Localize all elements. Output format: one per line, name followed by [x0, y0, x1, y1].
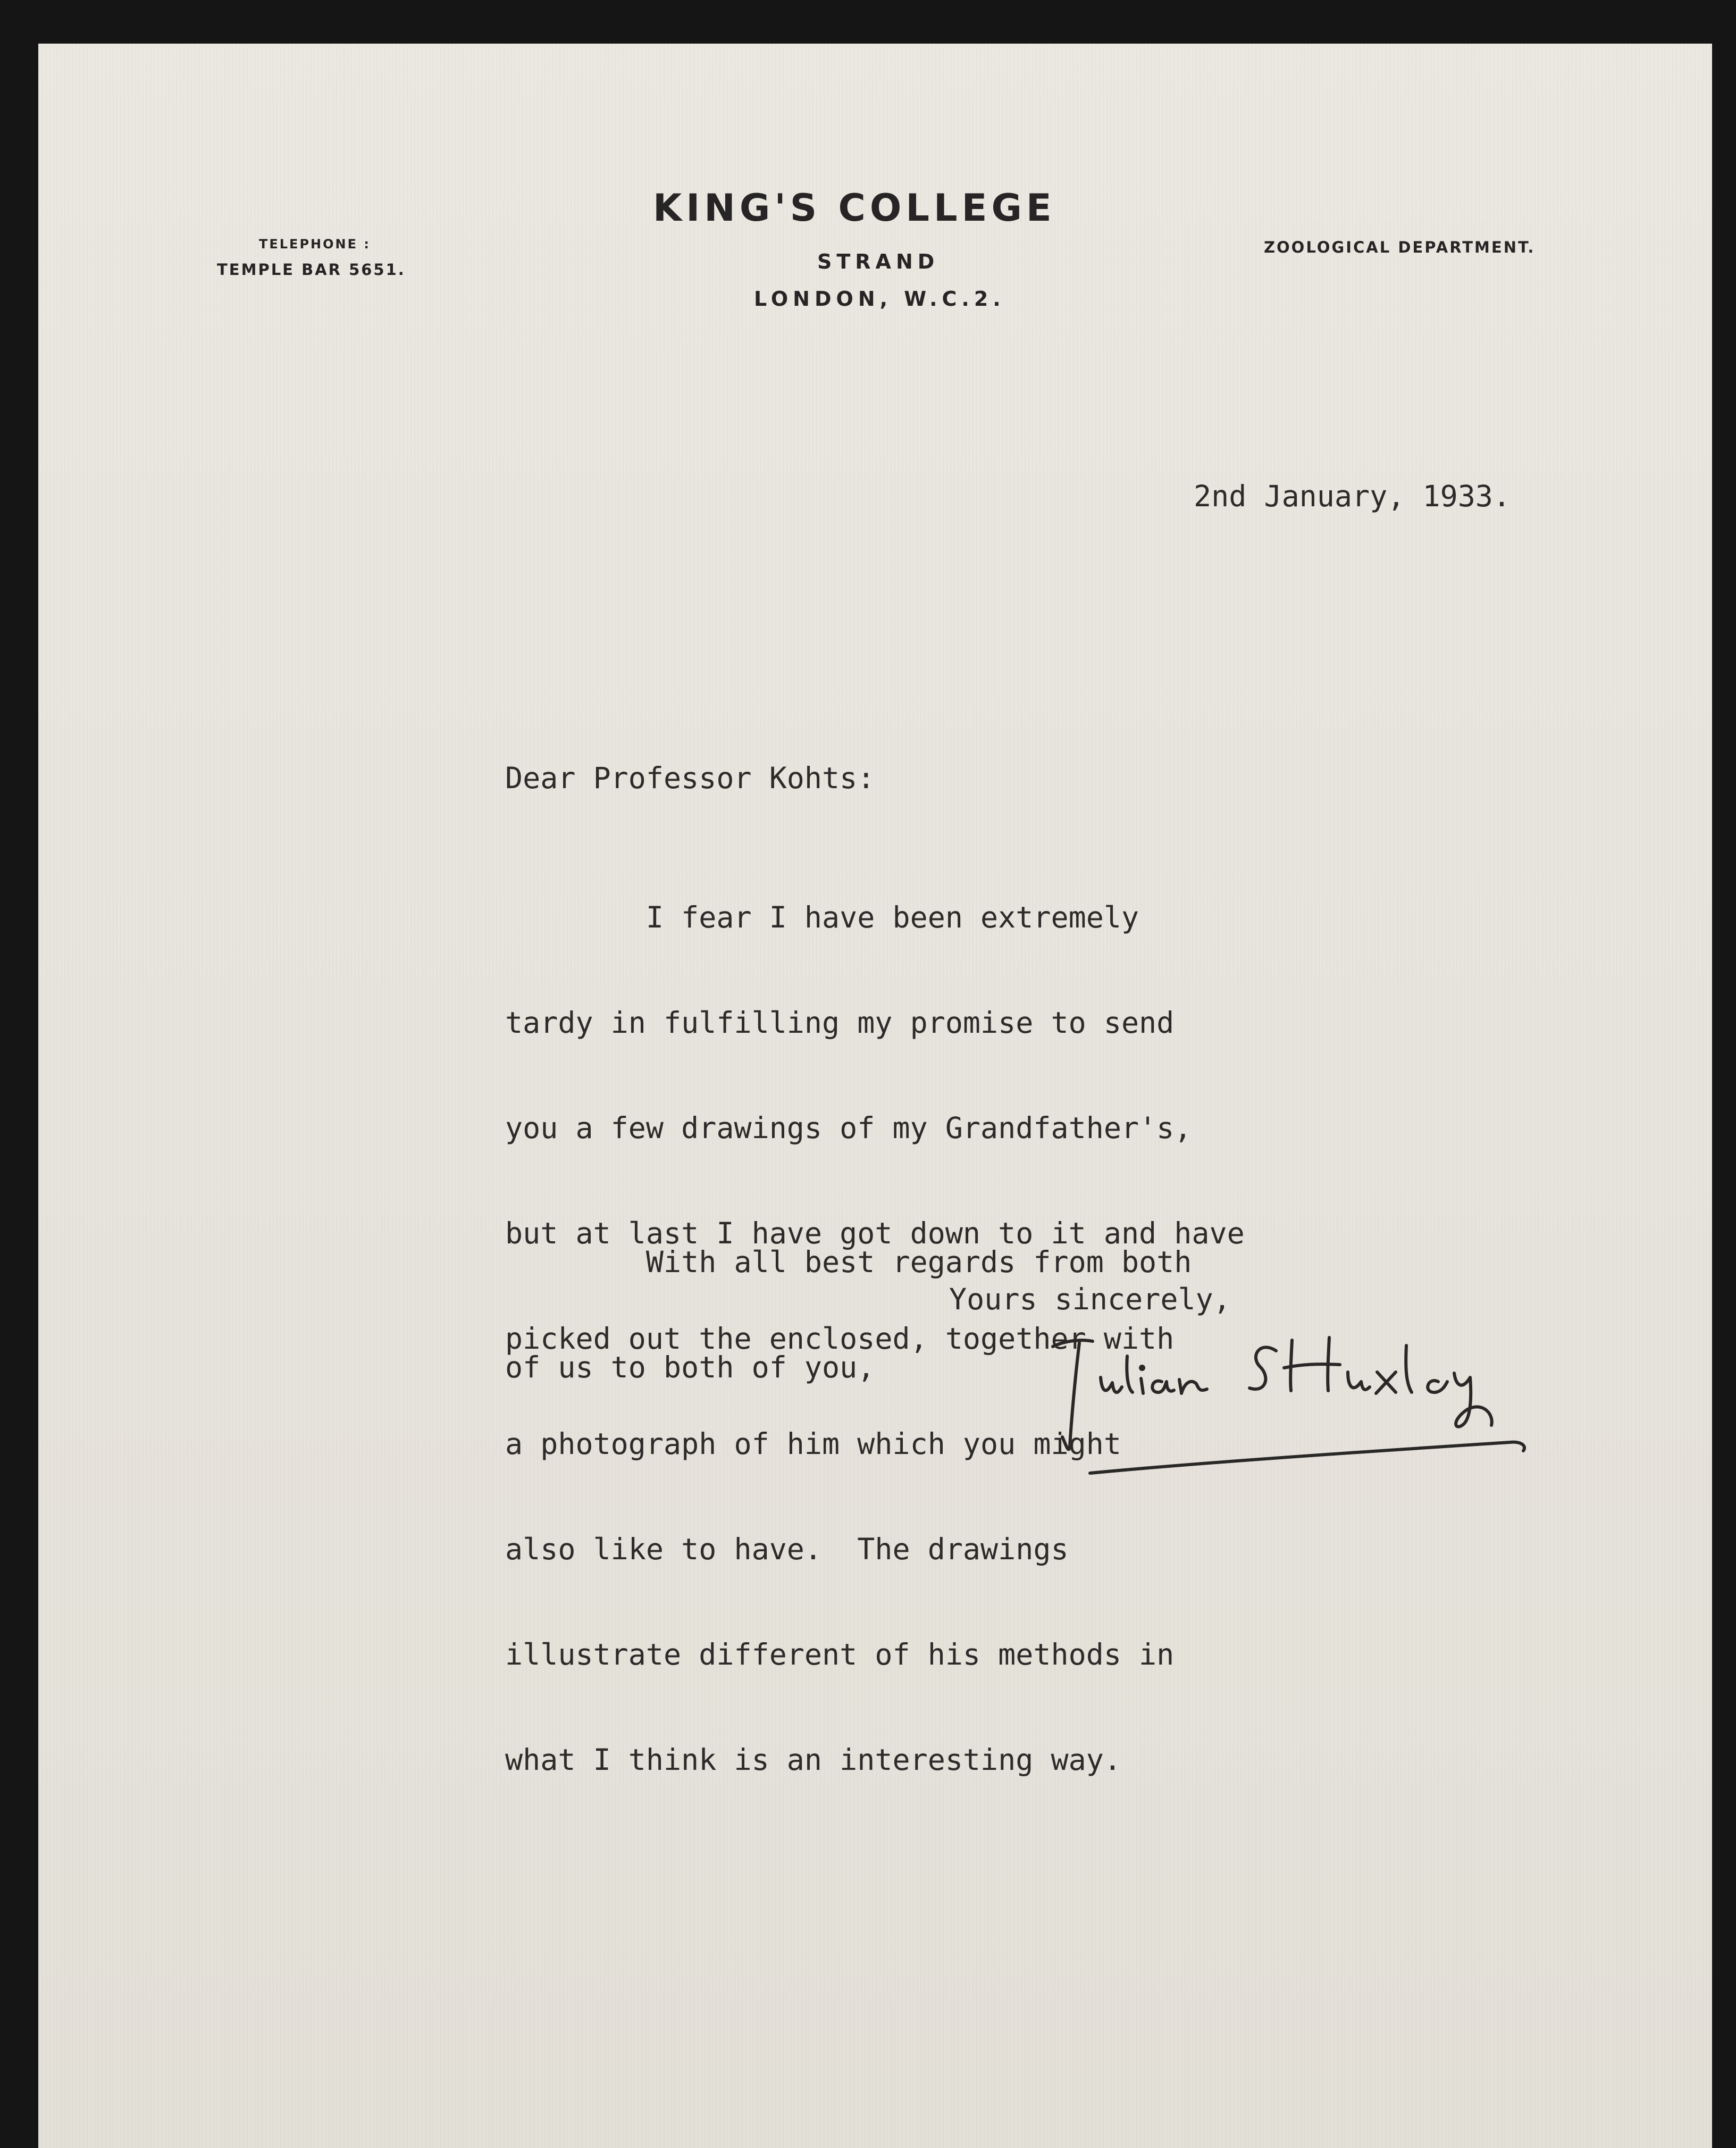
body-line: but at last I have got down to it and have: [505, 1216, 1245, 1250]
handwritten-signature: [1042, 1319, 1574, 1494]
institution-name: KING'S COLLEGE: [653, 186, 1056, 230]
address-street: STRAND: [817, 250, 940, 273]
body-line: tardy in fulfilling my promise to send: [505, 1006, 1175, 1040]
body-line: I fear I have been extremely: [505, 900, 1139, 934]
letter-date: 2nd January, 1933.: [1194, 479, 1511, 513]
body-line: you a few drawings of my Grandfather's,: [505, 1111, 1192, 1145]
closing-line: of us to both of you,: [505, 1350, 875, 1384]
signature-drawing: [1042, 1319, 1574, 1494]
body-line: also like to have. The drawings: [505, 1532, 1069, 1566]
body-line: what I think is an interesting way.: [505, 1743, 1121, 1777]
closing-line: With all best regards from both: [505, 1245, 1192, 1279]
body-line: picked out the enclosed, together with: [505, 1322, 1175, 1356]
telephone-number: TEMPLE BAR 5651.: [217, 261, 406, 279]
department-name: ZOOLOGICAL DEPARTMENT.: [1264, 238, 1536, 256]
salutation: Dear Professor Kohts:: [505, 761, 875, 795]
sign-off: Yours sincerely,: [949, 1282, 1231, 1316]
telephone-label: TELEPHONE :: [259, 237, 371, 252]
body-line: illustrate different of his methods in: [505, 1637, 1175, 1671]
body-line: a photograph of him which you might: [505, 1427, 1121, 1461]
address-city: LONDON, W.C.2.: [754, 287, 1005, 311]
